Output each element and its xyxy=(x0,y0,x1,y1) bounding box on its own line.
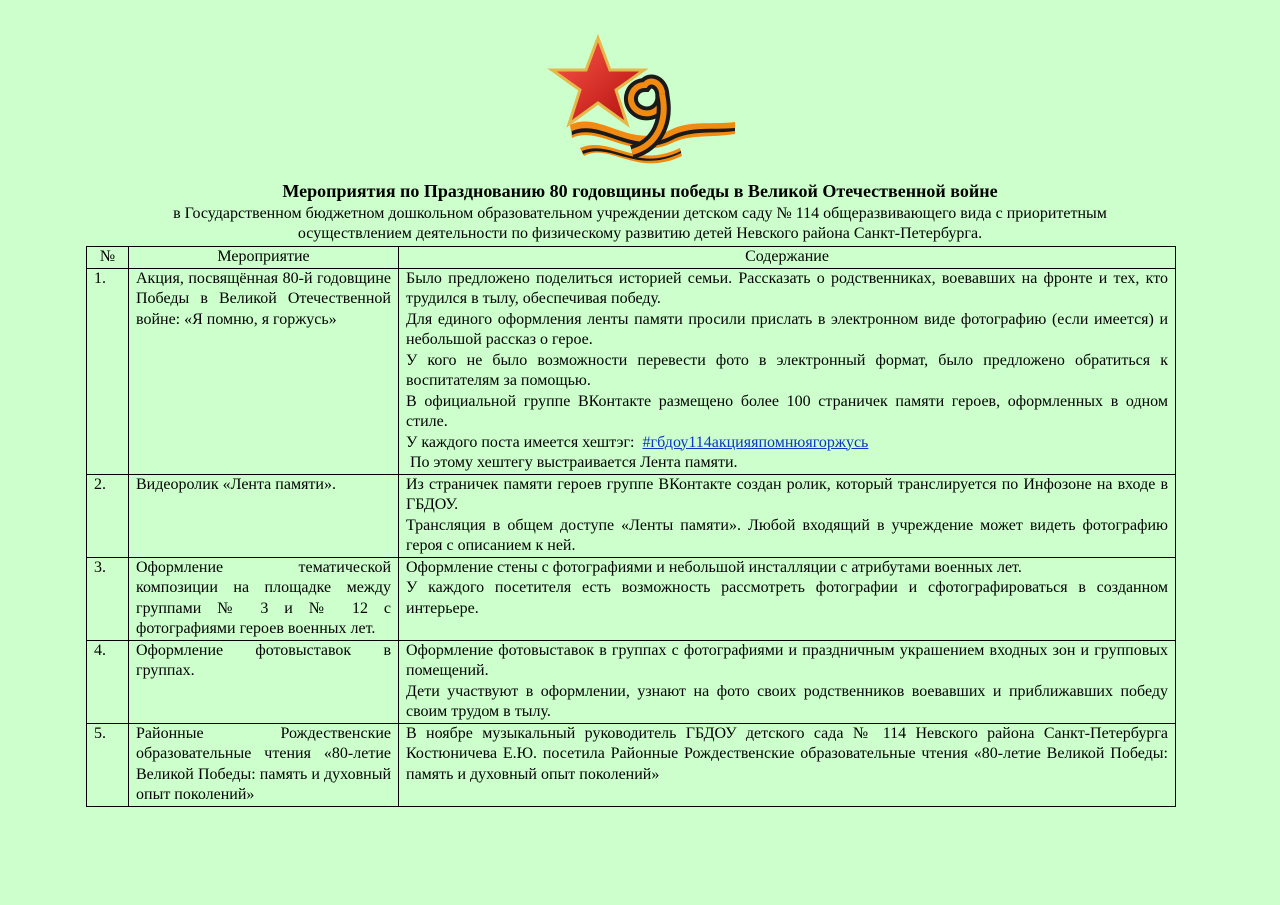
page-title: Мероприятия по Празднованию 80 годовщины победы в Великой Отечественной войне xyxy=(282,181,998,201)
content-paragraph: Трансляция в общем доступе «Ленты памяти». Любой входящий в учреждение может видеть фотографию героя с описанием к ней. xyxy=(406,516,1168,554)
content-paragraph: В ноябре музыкальный руководитель ГБДОУ детского сада № 114 Невского района Санкт-Петербурга Костюничева Е.Ю. посетила Районные Рождественские образовательные чтения «80-летие Великой Победы: память и духовный опыт поколений» xyxy=(406,724,1168,783)
row-content xyxy=(399,474,1176,557)
row-number: 1. xyxy=(87,268,129,474)
row-event-name: Районные Рождественские образовательные чтения «80-летие Великой Победы: память и духовный опыт поколений» xyxy=(129,723,399,806)
events-table xyxy=(86,246,1176,807)
victory-star-ribbon-9-icon xyxy=(540,30,740,170)
subtitle-line-1: в Государственном бюджетном дошкольном образовательном учреждении детском саду № 114 общеразвивающего вида с приоритетным xyxy=(173,205,1107,222)
content-paragraph: В официальной группе ВКонтакте размещено более 100 страничек памяти героев, оформленных в одном стиле. xyxy=(406,392,1168,430)
header-event: Мероприятие xyxy=(129,247,399,269)
row-event-name: Оформление тематической композиции на площадке между группами № 3 и № 12 с фотографиями героев военных лет. xyxy=(129,557,399,640)
content-paragraph: Для единого оформления ленты памяти просили прислать в электронном виде фотографию (если имеется) и небольшой рассказ о герое. xyxy=(406,310,1168,348)
header-content: Содержание xyxy=(399,247,1176,269)
content-paragraph: Оформление стены с фотографиями и небольшой инсталляции с атрибутами военных лет. xyxy=(406,558,1022,576)
row-event-name: Акция, посвящённая 80-й годовщине Победы в Великой Отечественной войне: «Я помню, я горжусь» xyxy=(129,268,399,474)
content-paragraph: Было предложено поделиться историей семьи. Рассказать о родственниках, воевавших на фронте и тех, кто трудился в тылу, обеспечивая победу. xyxy=(406,269,1168,307)
table-header-row xyxy=(87,247,1176,269)
page-subtitle xyxy=(40,204,1240,244)
row-number: 5. xyxy=(87,723,129,806)
hashtag-prefix: У каждого поста имеется хештэг: xyxy=(406,433,643,451)
content-paragraph: Оформление фотовыставок в группах с фотографиями и праздничным украшением входных зон и групповых помещений. xyxy=(406,641,1168,679)
row-content xyxy=(399,640,1176,723)
hashtag-link[interactable]: #гбдоу114акцияяпомнюягоржусь xyxy=(642,433,869,451)
row-event-name: Видеоролик «Лента памяти». xyxy=(129,474,399,557)
row-event-name: Оформление фотовыставок в группах. xyxy=(129,640,399,723)
table-row xyxy=(87,474,1176,557)
content-paragraph: У каждого посетителя есть возможность рассмотреть фотографии и сфотографироваться в созданном интерьере. xyxy=(406,579,1168,617)
content-paragraph: Дети участвуют в оформлении, узнают на фото своих родственников воевавших и приближавших победу своим трудом в тылу. xyxy=(406,682,1168,720)
content-paragraph: У кого не было возможности перевести фото в электронный формат, было предложено обратиться к воспитателям за помощью. xyxy=(406,351,1168,389)
row-number: 3. xyxy=(87,557,129,640)
table-row xyxy=(87,640,1176,723)
row-content xyxy=(399,557,1176,640)
row-number: 2. xyxy=(87,474,129,557)
row-content xyxy=(399,268,1176,474)
content-paragraph: Из страничек памяти героев группе ВКонтакте создан ролик, который транслируется по Инфозоне на входе в ГБДОУ. xyxy=(406,475,1168,513)
row-content xyxy=(399,723,1176,806)
content-paragraph: По этому хештегу выстраивается Лента памяти. xyxy=(406,454,738,471)
row-number: 4. xyxy=(87,640,129,723)
table-row xyxy=(87,268,1176,474)
table-row xyxy=(87,723,1176,806)
hashtag-line xyxy=(406,433,1168,454)
table-row xyxy=(87,557,1176,640)
header-number: № xyxy=(87,247,129,269)
subtitle-line-2: осуществлением деятельности по физическому развитию детей Невского района Санкт-Петербурга. xyxy=(297,225,983,242)
